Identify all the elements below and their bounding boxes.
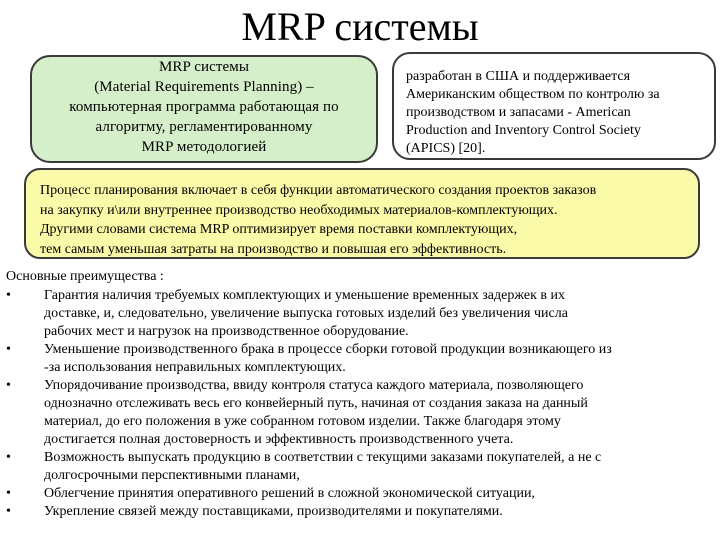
list-item-line: рабочих мест и нагрузок на производственное оборудование. [44,324,409,339]
origin-line: производством и запасами - American [406,105,631,120]
origin-box [392,52,716,160]
list-item-line: Уменьшение производственного брака в процессе сборки готовой продукции возникающего из [44,342,612,357]
list-item-line: -за использования неправильных комплектующих. [44,360,346,375]
list-item-line: Облегчение принятия оперативного решений в сложной экономической ситуации, [44,486,535,501]
advantages-heading: Основные преимущества : [6,269,164,284]
list-item-line: материал, до его положения в уже собранном готовом изделии. Также благодаря этому [44,414,561,429]
list-item-line: долгосрочными перспективными планами, [44,468,300,483]
list-item [6,377,710,449]
list-item-line: Гарантия наличия требуемых комплектующих и уменьшение временных задержек в их [44,288,565,303]
advantages-list [6,287,710,521]
list-item [6,341,710,377]
mrp-definition-box [30,55,378,163]
process-line: Другими словами система MRP оптимизирует время поставки комплектующих, [40,222,518,237]
planning-process-box [24,168,700,259]
list-item-line: доставке, и, следовательно, увеличение выпуска готовых изделий без увеличения числа [44,306,568,321]
list-item-line: Возможность выпускать продукцию в соответствии с текущими заказами покупателей, а не с [44,450,602,465]
origin-line: Production and Inventory Control Society [406,123,641,138]
list-item-line: Упорядочивание производства, ввиду контроля статуса каждого материала, позволяющего [44,378,584,393]
definition-line: MRP методологией [141,139,267,155]
process-line: на закупку и\или внутреннее производство необходимых материалов-комплектующих. [40,202,558,218]
list-item-line: Укрепление связей между поставщиками, производителями и покупателями. [44,504,503,519]
process-line: тем самым уменьшая затраты на производство и повышая его эффективность. [40,241,507,257]
list-item-line: достигается полная достоверность и эффективность производственного учета. [44,432,514,447]
bullet-icon: • [6,288,11,303]
list-item-line: однозначно отслеживать весь его конвейерный путь, начиная от создания заказа на данный [44,396,588,411]
origin-line: (APICS) [20]. [406,141,486,156]
bullet-icon: • [6,342,11,357]
origin-line: разработан в США и поддерживается [406,69,631,84]
process-line: Процесс планирования включает в себя функции автоматического создания проектов заказов [40,183,597,198]
definition-line: алгоритму, регламентированному [95,119,313,135]
definition-line: (Material Requirements Planning) – [94,79,314,95]
bullet-icon: • [6,450,11,465]
definition-line: компьютерная программа работающая по [69,99,339,115]
list-item [6,485,710,503]
bullet-icon: • [6,504,11,519]
bullet-icon: • [6,378,11,393]
list-item [6,449,710,485]
page-title: MRP системы [241,4,479,49]
bullet-icon: • [6,486,11,501]
origin-line: Американским обществом по контролю за [406,87,660,102]
definition-line: MRP системы [158,59,250,75]
list-item [6,287,710,341]
list-item [6,503,710,521]
